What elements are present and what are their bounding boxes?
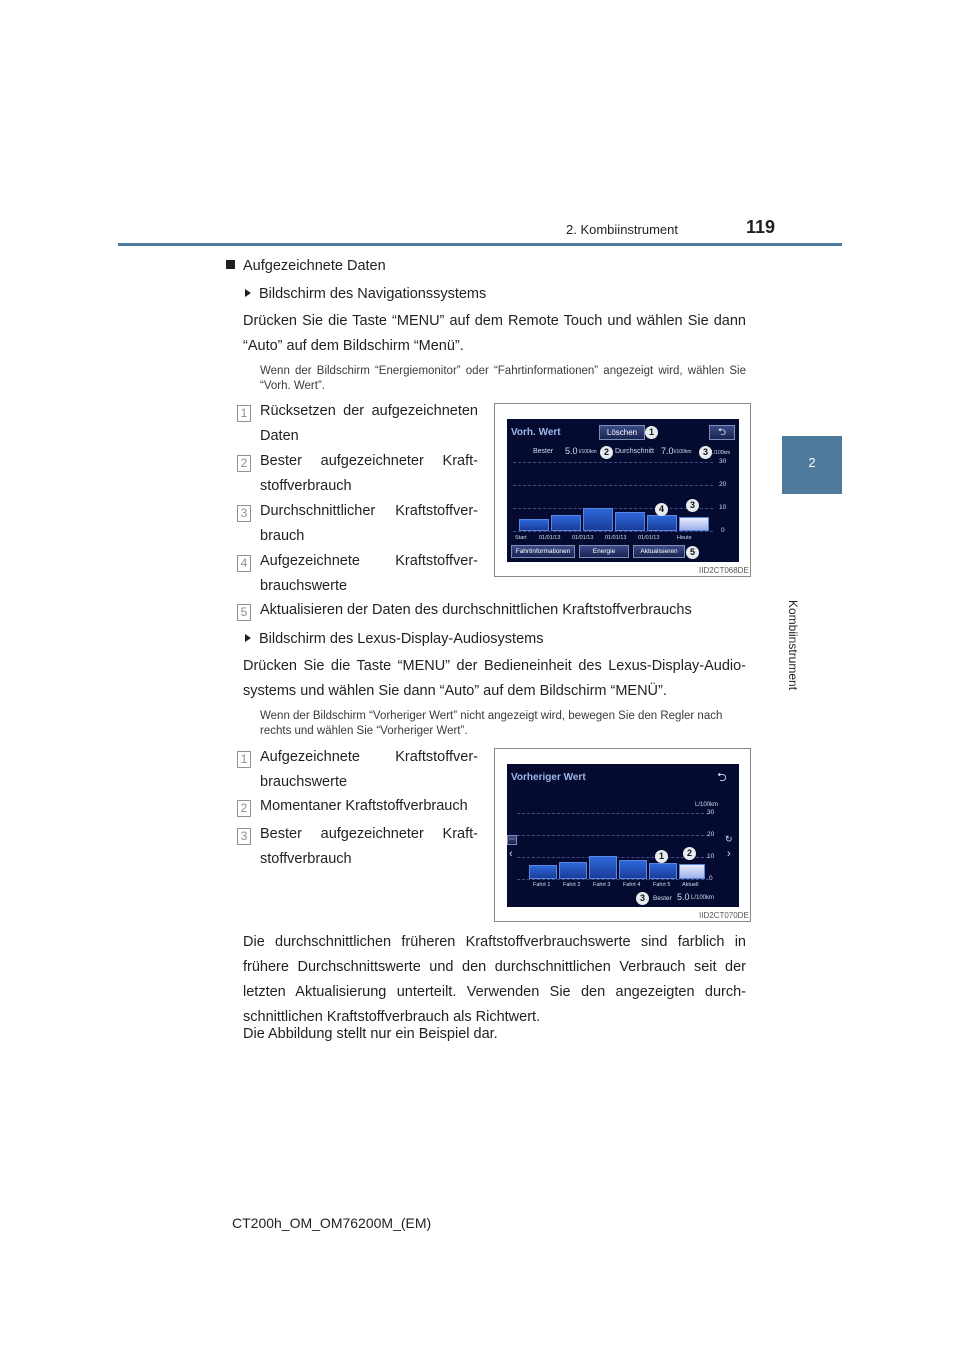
y-tick: 20 xyxy=(707,831,715,838)
y-tick: 30 xyxy=(707,809,715,816)
audio-instruction: Drücken Sie die Taste “MENU” der Bedieneinheit des Lexus-Display-Audio-systems und wählen Sie dann “Auto” auf dem Bildschirm “MENÜ”. xyxy=(243,658,746,699)
avg-unit: l/100km xyxy=(674,449,692,455)
dial-icon[interactable]: ↻ xyxy=(725,834,733,844)
y-tick: 30 xyxy=(719,458,727,465)
marker-3: 3 xyxy=(636,892,649,905)
delete-button[interactable]: Löschen xyxy=(599,425,645,440)
nav-screen xyxy=(507,419,739,562)
marker-4: 4 xyxy=(655,503,668,516)
chart-bar-current xyxy=(679,517,709,531)
update-button[interactable]: Aktualisieren xyxy=(633,545,685,558)
audio-screen-illustration xyxy=(494,748,751,922)
nav-instruction: Drücken Sie die Taste “MENU” auf dem Remote Touch und wählen Sie dann “Auto” auf dem Bildschirm “Menü”. xyxy=(243,313,746,354)
nav-item: Aufgezeichnete Kraftstoffver-brauchswerte xyxy=(260,553,478,594)
energy-button[interactable]: Energie xyxy=(579,545,629,558)
marker-2: 2 xyxy=(600,446,613,459)
x-label: Aktuell xyxy=(682,882,699,888)
chart-bar xyxy=(583,508,613,531)
chart-bar xyxy=(619,860,647,879)
nav-screen-illustration xyxy=(494,403,751,577)
triangle-bullet-icon xyxy=(245,634,251,642)
x-label: Fahrt 5 xyxy=(653,882,671,888)
header-rule xyxy=(118,243,842,246)
x-label: 01/01/13 xyxy=(539,535,561,541)
audio-screen-title: Vorheriger Wert xyxy=(511,772,586,783)
back-arrow-icon[interactable]: ⮌ xyxy=(717,770,727,784)
nav-item-number: 4 xyxy=(237,555,251,572)
chart-bar xyxy=(649,863,677,879)
audio-item-number: 1 xyxy=(237,751,251,768)
audio-item: Momentaner Kraftstoffverbrauch xyxy=(260,798,468,814)
menu-icon[interactable]: ⋯ xyxy=(509,837,515,843)
nav-item-number: 5 xyxy=(237,604,251,621)
best-label: Bester xyxy=(653,895,672,902)
marker-1: 1 xyxy=(645,426,658,439)
audio-subsection-title: Bildschirm des Lexus-Display-Audiosystems xyxy=(245,627,543,651)
y-tick: 10 xyxy=(719,504,727,511)
axis-unit: L/100km xyxy=(711,450,731,456)
nav-item-number: 2 xyxy=(237,455,251,472)
chapter-tab: 2 xyxy=(782,436,842,494)
x-label: Heute xyxy=(677,535,692,541)
marker-3: 3 xyxy=(699,446,712,459)
best-unit: L/100km xyxy=(691,895,715,901)
best-unit: l/100km xyxy=(579,449,597,455)
nav-item-number: 1 xyxy=(237,405,251,422)
chart-bar xyxy=(615,512,645,531)
chart-bar xyxy=(647,515,677,531)
nav-item-number: 3 xyxy=(237,505,251,522)
chapter-tab-label: Kombiinstrument xyxy=(786,600,800,691)
x-label: Fahrt 2 xyxy=(563,882,581,888)
audio-note: Wenn der Bildschirm “Vorheriger Wert” nicht angezeigt wird, bewegen Sie den Regler nach rechts und wählen Sie “Vorheriger Wert”. xyxy=(260,710,723,737)
marker-3: 3 xyxy=(686,499,699,512)
best-value: 5.0 xyxy=(677,892,690,902)
chart-bar xyxy=(551,515,581,531)
nav-screen-title: Vorh. Wert xyxy=(511,427,561,438)
marker-2: 2 xyxy=(683,847,696,860)
x-label: Fahrt 3 xyxy=(593,882,611,888)
chevron-right-icon[interactable]: › xyxy=(727,848,731,860)
y-tick: 0 xyxy=(721,527,725,534)
nav-note: Wenn der Bildschirm “Energiemonitor” oder “Fahrtinformationen” angezeigt wird, wählen Sie “Vorh. Wert”. xyxy=(260,365,746,392)
x-label: Fahrt 4 xyxy=(623,882,641,888)
x-label: 01/01/13 xyxy=(572,535,594,541)
chart-bar xyxy=(519,519,549,531)
document-code: CT200h_OM_OM76200M_(EM) xyxy=(232,1215,432,1231)
x-label: Fahrt 1 xyxy=(533,882,551,888)
x-label: Start xyxy=(515,535,527,541)
chart-bar xyxy=(589,856,617,879)
nav-item: Durchschnittlicher Kraftstoffver-brauch xyxy=(260,503,478,544)
marker-5: 5 xyxy=(686,546,699,559)
audio-item: Aufgezeichnete Kraftstoffver-brauchswerte xyxy=(260,749,478,790)
chart-bar xyxy=(559,862,587,879)
example-note: Die Abbildung stellt nur ein Beispiel dar. xyxy=(243,1026,498,1042)
y-tick: 0 xyxy=(709,875,713,882)
avg-value: 7.0 xyxy=(661,446,674,456)
page-number: 119 xyxy=(746,217,776,237)
nav-item: Rücksetzen der aufgezeichneten Daten xyxy=(260,403,478,444)
triangle-bullet-icon xyxy=(245,289,251,297)
trip-info-button[interactable]: Fahrtinformationen xyxy=(511,545,575,558)
description-paragraph: Die durchschnittlichen früheren Kraftstoffverbrauchswerte sind farblich in frühere Durchschnittswerte und den durchschnittlichen Verbrauch seit der letzten Aktualisierung unterteilt. Verwenden Sie den angezeigten durch-schnittlichen Kraftstoffverbrauch als Richtwert. xyxy=(243,934,746,1025)
y-tick: 10 xyxy=(707,853,715,860)
best-value: 5.0 xyxy=(565,446,578,456)
best-label: Bester xyxy=(533,448,554,455)
x-label: 01/01/13 xyxy=(638,535,660,541)
audio-item-number: 3 xyxy=(237,828,251,845)
nav-item: Aktualisieren der Daten des durchschnittlichen Kraftstoffverbrauchs xyxy=(260,602,692,618)
audio-item-number: 2 xyxy=(237,800,251,817)
back-arrow-icon[interactable]: ⮌ xyxy=(709,425,735,440)
axis-unit: L/100km xyxy=(695,802,719,808)
nav-subsection-title: Bildschirm des Navigationssystems xyxy=(245,282,486,306)
chevron-left-icon[interactable]: ‹ xyxy=(509,848,513,860)
chapter-heading: 2. Kombiinstrument xyxy=(566,222,678,237)
image-code: IID2CT068DE xyxy=(699,566,749,575)
image-code: IID2CT070DE xyxy=(699,911,749,920)
chart-bar-current xyxy=(679,864,705,879)
avg-label: Durchschnitt xyxy=(615,448,654,455)
square-bullet-icon xyxy=(226,260,235,269)
section-title: Aufgezeichnete Daten xyxy=(226,254,386,278)
audio-item: Bester aufgezeichneter Kraft-stoffverbrauch xyxy=(260,826,478,867)
audio-screen xyxy=(507,764,739,907)
marker-1: 1 xyxy=(655,850,668,863)
y-tick: 20 xyxy=(719,481,727,488)
chart-bar xyxy=(529,865,557,879)
x-label: 01/01/13 xyxy=(605,535,627,541)
nav-item: Bester aufgezeichneter Kraft-stoffverbrauch xyxy=(260,453,478,494)
